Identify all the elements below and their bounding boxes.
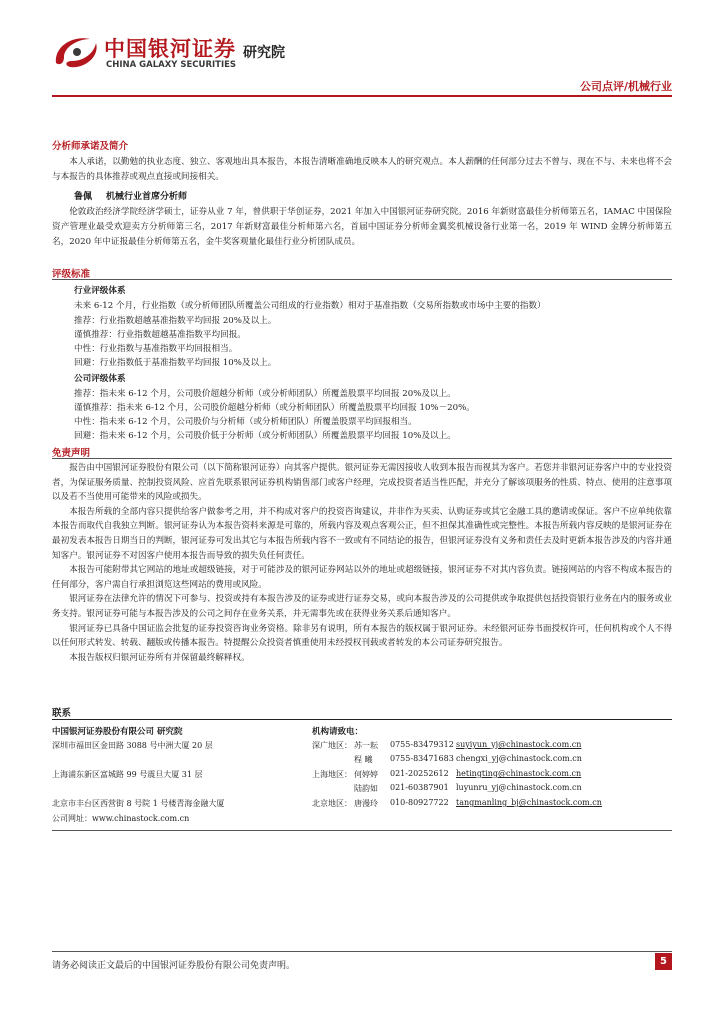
logo-english-name: CHINA GALAXY SECURITIES <box>106 60 237 70</box>
company-rating-line: 回避：指未来 6-12 个月，公司股价低于分析师（或分析师团队）所覆盖股票平均回报 10%及以上。 <box>74 431 456 441</box>
analyst-title: 机械行业首席分析师 <box>106 192 188 202</box>
logo-department: 研究院 <box>243 45 285 61</box>
rating-divider <box>52 279 672 280</box>
contact-phone: 021-20252612 <box>390 769 449 778</box>
contact-email[interactable]: tangmanling_bj@chinastock.com.cn <box>456 798 602 807</box>
contact-bottom-divider <box>52 830 672 831</box>
disclaimer-paragraph: 报告由中国银河证券股份有限公司（以下简称银河证券）向其客户提供。银河证券无需因接收人收到本报告而视其为客户。若您并非银河证券客户中的专业投资者，为保证服务质量、控制投资风险、应首先联系银河证券机构销售部门或客户经理，完成投资者适当性匹配，并充分了解该项服务的性质、特点、使用的注意事项以及若不当使用可能带来的风险或损失。 <box>52 463 672 503</box>
contact-divider <box>52 719 672 720</box>
contact-name: 陆韵如 <box>354 784 378 793</box>
disclaimer-paragraph: 银河证券在法律允许的情况下可参与、投资或持有本报告涉及的证券或进行证券交易，或向本报告涉及的公司提供或争取提供包括投资银行业务在内的服务或业务支持。银河证券可能与本报告涉及的公司之间存在业务关系，并无需事先或在获得业务关系后通知客户。 <box>52 594 672 619</box>
contact-phone: 021-60387901 <box>390 783 449 792</box>
industry-rating-line: 未来 6-12 个月，行业指数（或分析师团队所覆盖公司组成的行业指数）相对于基准指数（交易所指数或市场中主要的指数） <box>74 301 546 311</box>
commitment-text: 本人承诺，以勤勉的执业态度、独立、客观地出具本报告，本报告清晰准确地反映本人的研究观点。本人薪酬的任何部分过去不曾与、现在不与、未来也将不会与本报告的具体推荐或观点直接或间接相关。 <box>52 157 672 182</box>
company-rating-line: 中性：指未来 6-12 个月，公司股价与分析师（或分析师团队）所覆盖股票平均回报相当。 <box>74 417 417 427</box>
rating-section-title: 评级标准 <box>52 269 91 280</box>
disclaimer-body <box>52 461 672 665</box>
analyst-heading <box>74 189 201 202</box>
report-category: 公司点评/机械行业 <box>579 80 672 93</box>
contact-phone: 010-80927722 <box>390 798 449 807</box>
analyst-name: 鲁佩 <box>74 192 93 202</box>
analyst-bio <box>52 205 672 250</box>
company-rating-line: 谨慎推荐：指未来 6-12 个月，公司股价超越分析师（或分析师团队）所覆盖股票平均回报 10%－20%。 <box>74 403 475 413</box>
bio-text: 伦敦政治经济学院经济学硕士，证券从业 7 年，曾供职于华创证券，2021 年加入中国银河证券研究院。2016 年新财富最佳分析师第五名，IAMAC 中国保险资产管理业最受欢迎卖方分析师第三名，2017 年新财富最佳分析师第六名，首届中国证券分析师金翼奖机械设备行业第一名，2019 年 WIND 金牌分析师第五名，2020 年中证报最佳分析师第五名，金牛奖客观量化最佳行业分析团队成员。 <box>52 207 672 247</box>
industry-rating-line: 回避：行业指数低于基准指数平均回报 10%及以上。 <box>74 358 277 368</box>
industry-rating-title: 行业评级体系 <box>74 286 126 296</box>
industry-rating-line: 中性：行业指数与基准指数平均回报相当。 <box>74 344 238 354</box>
analyst-section-title: 分析师承诺及简介 <box>52 141 129 152</box>
header-divider <box>52 95 672 97</box>
disclaimer-paragraph: 银河证券已具备中国证监会批复的证券投资咨询业务资格。除非另有说明，所有本报告的版权属于银河证券。未经银河证券书面授权许可，任何机构或个人不得以任何形式转发、转载、翻版或传播本报告。特提醒公众投资者慎重使用未经授权刊载或者转发的本公司证券研究报告。 <box>52 623 672 649</box>
disclaimer-paragraph: 本报告版权归银河证券所有并保留最终解释权。 <box>69 652 250 663</box>
disclaimer-paragraph: 本报告所载的全部内容只提供给客户做参考之用，并不构成对客户的投资咨询建议，并非作为买卖、认购证券或其它金融工具的邀请或保证。客户不应单纯依靠本报告而取代自我独立判断。银河证券认为本报告资料来源是可靠的，所载内容及观点客观公正，但不担保其准确性或完整性。本报告所载内容反映的是银河证券在最初发表本报告日期当日的判断，银河证券可发出其它与本报告所载内容不一致或有不同结论的报告，但银河证券没有义务和责任去及时更新本报告涉及的内容并通知客户。银河证券不对因客户使用本报告而导致的损失负任何责任。 <box>52 506 672 561</box>
company-rating-line: 推荐：指未来 6-12 个月，公司股价超越分析师（或分析师团队）所覆盖股票平均回报 20%及以上。 <box>74 389 456 399</box>
contact-region: 上海地区： <box>312 770 352 779</box>
disclaimer-divider <box>52 458 672 459</box>
contact-name: 唐漫玲 <box>354 799 378 808</box>
galaxy-logo-icon <box>50 33 102 71</box>
contact-phone: 0755-83471683 <box>390 754 454 763</box>
company-rating-title: 公司评级体系 <box>74 374 126 384</box>
contact-email[interactable]: luyunru_yj@chinastock.com.cn <box>456 783 582 792</box>
disclaimer-section-title: 免责声明 <box>52 448 91 459</box>
contact-region: 北京地区： <box>312 799 352 808</box>
industry-rating-line: 推荐：行业指数超越基准指数平均回报 20%及以上。 <box>74 316 277 326</box>
company-website[interactable]: 公司网址：www.chinastock.com.cn <box>52 814 190 823</box>
contact-section-title: 联系 <box>52 708 72 719</box>
contact-address: 北京市丰台区西营街 8 号院 1 号楼青海金融大厦 <box>52 799 225 808</box>
sales-contact-title: 机构请致电： <box>312 727 364 737</box>
contact-address: 上海浦东新区富城路 99 号震旦大厦 31 层 <box>52 770 203 779</box>
contact-name: 程 曦 <box>354 755 373 764</box>
disclaimer-paragraph: 本报告可能附带其它网站的地址或超级链接，对于可能涉及的银河证券网站以外的地址或超级链接，银河证券不对其内容负责。链接网站的内容不构成本报告的任何部分，客户需自行承担浏览这些网站的费用或风险。 <box>52 565 672 590</box>
contact-name: 何婷婷 <box>354 770 378 779</box>
industry-rating-line: 谨慎推荐：行业指数超越基准指数平均回报。 <box>74 330 246 340</box>
contact-name: 苏一耘 <box>354 741 378 750</box>
footer-divider <box>52 951 672 952</box>
page-number: 5 <box>655 953 672 970</box>
contact-company: 中国银河证券股份有限公司 研究院 <box>52 727 183 737</box>
analyst-commitment <box>52 155 672 185</box>
footer-notice: 请务必阅读正文最后的中国银河证券股份有限公司免责声明。 <box>52 961 296 971</box>
contact-phone: 0755-83479312 <box>390 740 454 749</box>
contact-email[interactable]: hetingting@chinastock.com.cn <box>456 769 582 778</box>
contact-region: 深广地区： <box>312 741 352 750</box>
contact-email[interactable]: chengxi_yj@chinastock.com.cn <box>456 754 582 763</box>
contact-email[interactable]: suyiyun_yj@chinastock.com.cn <box>456 740 582 749</box>
contact-address: 深圳市福田区金田路 3088 号中洲大厦 20 层 <box>52 741 213 750</box>
logo-chinese-name: 中国银河证券 <box>104 37 236 61</box>
